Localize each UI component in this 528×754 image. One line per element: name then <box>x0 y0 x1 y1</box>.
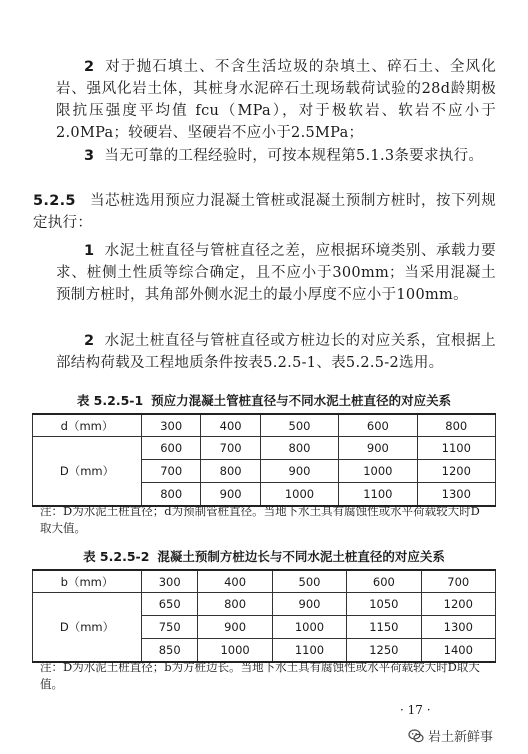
section-text: 当芯桩选用预应力混凝土管桩或混凝土预制方桩时，按下列规定执行： <box>33 193 496 231</box>
row-label: d（mm） <box>33 414 142 437</box>
table-cell: 1000 <box>260 483 338 507</box>
table-cell: 800 <box>260 437 338 460</box>
table-cell: 600 <box>339 414 417 437</box>
table2-caption-text: 混凝土预制方桩边长与不同水泥土桩直径的对应关系 <box>157 549 445 564</box>
paragraph-text: 对于抛石填土、不含生活垃圾的杂填土、碎石土、全风化岩、强风化岩土体，其桩身水泥碎石土现场载荷试验的28d龄期极限抗压强度平均值 fcu（MPa），对于极软岩、软岩不应小于2.0MPa；较硬岩、坚硬岩不应小于2.5MPa； <box>56 59 496 141</box>
table-cell: 1300 <box>421 616 495 639</box>
table-cell: 700 <box>201 437 260 460</box>
section-number: 5.2.5 <box>33 193 76 209</box>
row-label: b（mm） <box>33 570 142 593</box>
table-cell: 900 <box>339 437 417 460</box>
table1-note: 注：D为水泥土桩直径；d为预制管桩直径。当地下水土具有腐蚀性或水平荷载较大时D取大值。 <box>40 504 480 535</box>
table-cell: 400 <box>198 570 272 593</box>
table-cell: 1200 <box>417 460 495 483</box>
section-5-2-5 <box>33 190 496 234</box>
table1-caption-text: 预应力混凝土管桩直径与不同水泥土桩直径的对应关系 <box>151 393 452 408</box>
table-cell: 600 <box>347 570 421 593</box>
paragraph-text: 当无可靠的工程经验时，可按本规程第5.1.3条要求执行。 <box>104 148 484 164</box>
item-1 <box>56 240 496 306</box>
table-row <box>33 414 496 437</box>
brand-name: 岩土新鲜事 <box>428 730 494 745</box>
row-label: D（mm） <box>33 593 142 663</box>
table2-caption-number: 表 5.2.5-2 <box>83 549 150 564</box>
table-cell: 1100 <box>417 437 495 460</box>
table-cell: 1250 <box>347 639 421 663</box>
table-cell: 900 <box>198 616 272 639</box>
table-cell: 800 <box>417 414 495 437</box>
table-cell: 1000 <box>198 639 272 663</box>
table-cell: 750 <box>142 616 198 639</box>
row-label: D（mm） <box>33 437 142 507</box>
table-cell: 600 <box>142 437 201 460</box>
table-cell: 1300 <box>417 483 495 507</box>
table-cell: 1050 <box>347 593 421 616</box>
table-row <box>33 570 496 593</box>
item-number: 2 <box>84 59 95 75</box>
table-cell: 700 <box>421 570 495 593</box>
table1-caption <box>0 391 528 409</box>
table1 <box>32 413 496 507</box>
table-row <box>33 593 496 616</box>
table2-caption <box>0 547 528 565</box>
table-cell: 1100 <box>272 639 346 663</box>
table-cell: 800 <box>198 593 272 616</box>
table-cell: 400 <box>201 414 260 437</box>
item-number: 3 <box>84 148 95 164</box>
table1-caption-number: 表 5.2.5-1 <box>76 393 144 408</box>
table2 <box>32 569 496 663</box>
brand-watermark <box>408 726 493 745</box>
table-cell: 1000 <box>272 616 346 639</box>
table-cell: 800 <box>142 483 201 507</box>
table-cell: 1200 <box>421 593 495 616</box>
table-cell: 300 <box>142 414 201 437</box>
table-cell: 500 <box>260 414 338 437</box>
table-cell: 300 <box>142 570 198 593</box>
table-cell: 900 <box>260 460 338 483</box>
paragraph-text: 水泥土桩直径与管桩直径或方桩边长的对应关系，宜根据上部结构荷载及工程地质条件按表5.2.5-1、表5.2.5-2选用。 <box>56 333 496 371</box>
table-cell: 900 <box>201 483 260 507</box>
table-cell: 1400 <box>421 639 495 663</box>
paragraph-3 <box>56 145 496 167</box>
wechat-icon <box>408 728 424 744</box>
table-cell: 1000 <box>339 460 417 483</box>
table-cell: 900 <box>272 593 346 616</box>
paragraph-text: 水泥土桩直径与管桩直径之差，应根据环境类别、承载力要求、桩侧土性质等综合确定，且不应小于300mm；当采用混凝土预制方桩时，其角部外侧水泥土的最小厚度不应小于100mm。 <box>56 243 496 303</box>
paragraph-2 <box>56 56 496 144</box>
table-cell: 1100 <box>339 483 417 507</box>
item-2 <box>56 330 496 374</box>
table-cell: 1150 <box>347 616 421 639</box>
table-cell: 500 <box>272 570 346 593</box>
table-row <box>33 437 496 460</box>
item-number: 2 <box>84 333 95 349</box>
item-number: 1 <box>84 243 95 259</box>
table-cell: 650 <box>142 593 198 616</box>
table-cell: 800 <box>201 460 260 483</box>
table2-note: 注：D为水泥土桩直径；b为方桩边长。当地下水土具有腐蚀性或水平荷载较大时D取大值。 <box>40 660 480 691</box>
page-number: · 17 · <box>400 703 431 717</box>
table-cell: 850 <box>142 639 198 663</box>
table-cell: 700 <box>142 460 201 483</box>
